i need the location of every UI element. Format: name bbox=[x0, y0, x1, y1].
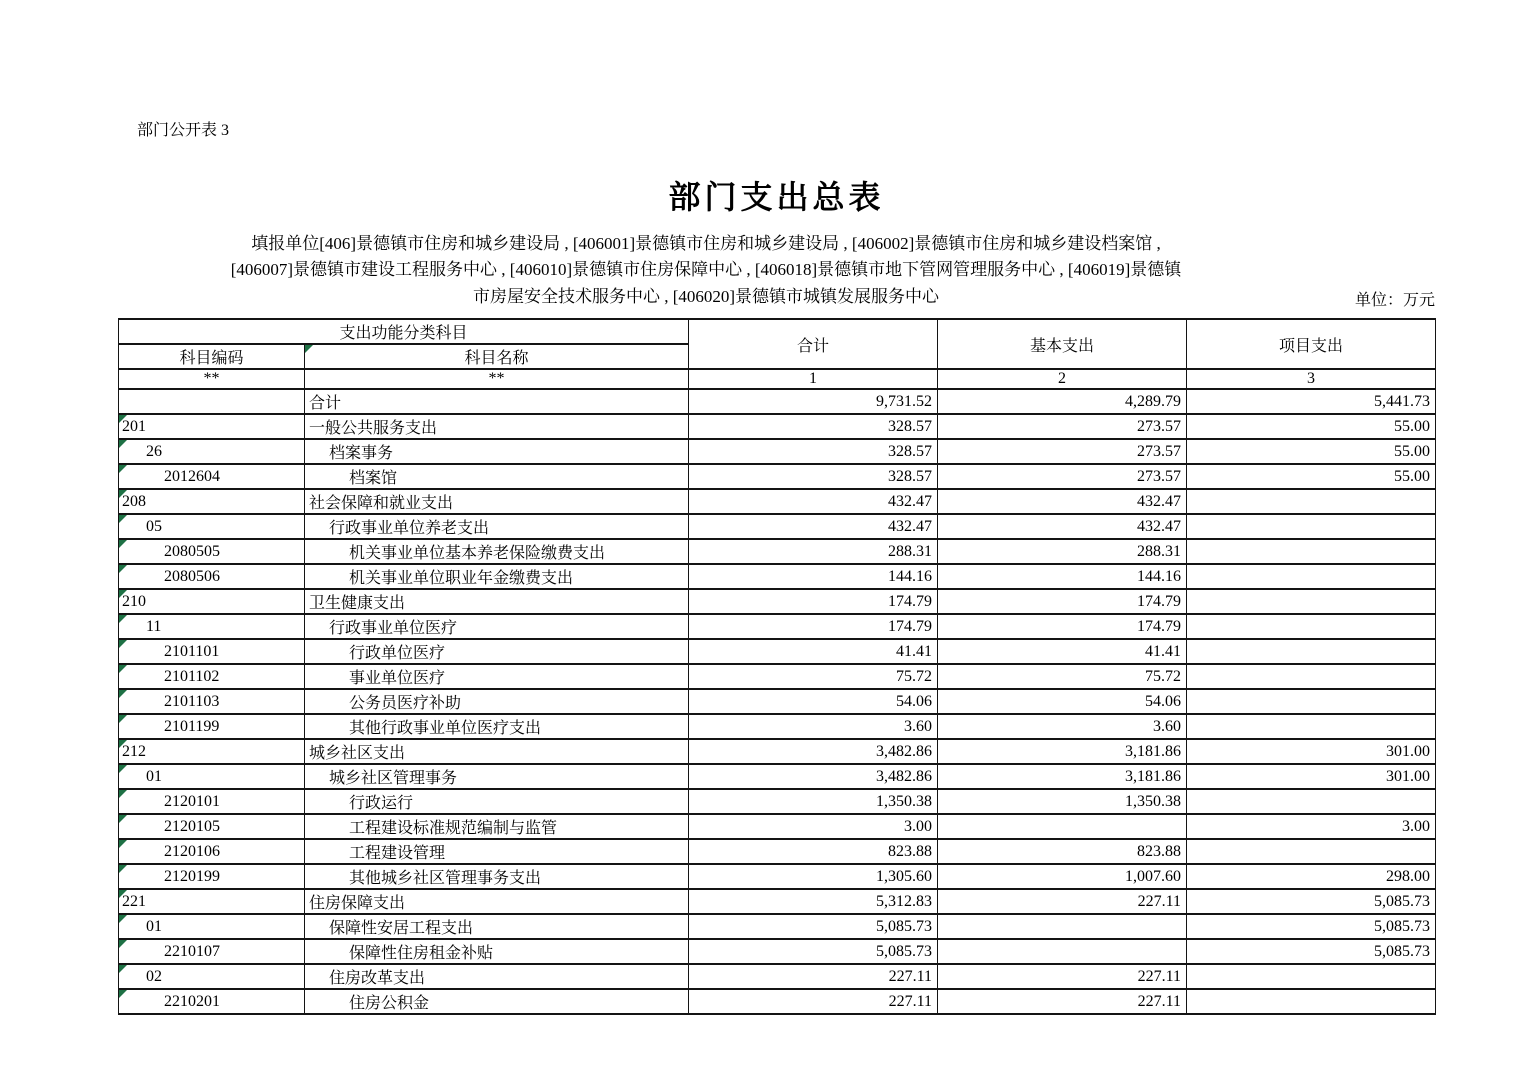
row-name-cell: 城乡社区管理事务 bbox=[305, 764, 689, 789]
row-total-cell: 432.47 bbox=[689, 489, 938, 514]
row-total-cell: 328.57 bbox=[689, 464, 938, 489]
row-project-cell: 301.00 bbox=[1187, 764, 1436, 789]
row-project-cell bbox=[1187, 614, 1436, 639]
error-flag-triangle bbox=[119, 865, 127, 873]
row-code-cell: 2101101 bbox=[119, 639, 305, 664]
row-code-cell: 2080505 bbox=[119, 539, 305, 564]
table-row bbox=[119, 764, 1436, 789]
row-name-cell: 行政事业单位养老支出 bbox=[305, 514, 689, 539]
row-project-cell bbox=[1187, 639, 1436, 664]
row-name-cell: 住房保障支出 bbox=[305, 889, 689, 914]
row-name-cell: 城乡社区支出 bbox=[305, 739, 689, 764]
row-total-cell: 3.60 bbox=[689, 714, 938, 739]
table-row bbox=[119, 839, 1436, 864]
row-basic-cell bbox=[938, 914, 1187, 939]
error-flag-triangle bbox=[119, 690, 127, 698]
row-project-cell: 298.00 bbox=[1187, 864, 1436, 889]
row-name-cell: 合计 bbox=[305, 389, 689, 414]
table-row bbox=[119, 639, 1436, 664]
row-project-cell: 55.00 bbox=[1187, 439, 1436, 464]
error-flag-triangle bbox=[119, 615, 127, 623]
row-name-cell: 档案馆 bbox=[305, 464, 689, 489]
row-basic-cell: 144.16 bbox=[938, 564, 1187, 589]
row-basic-cell bbox=[938, 814, 1187, 839]
table-row bbox=[119, 614, 1436, 639]
row-total-cell: 41.41 bbox=[689, 639, 938, 664]
row-total-cell: 9,731.52 bbox=[689, 389, 938, 414]
error-flag-triangle bbox=[119, 940, 127, 948]
header-code: 科目编码 bbox=[119, 344, 305, 369]
row-total-cell: 1,305.60 bbox=[689, 864, 938, 889]
error-flag-triangle bbox=[119, 890, 127, 898]
row-name-cell: 行政运行 bbox=[305, 789, 689, 814]
row-code-cell: 210 bbox=[119, 589, 305, 614]
reporting-units-line-2: [406007]景德镇市建设工程服务中心 , [406010]景德镇市住房保障中心 , [406018]景德镇市地下管网管理服务中心 , [406019]景德镇 bbox=[230, 260, 1182, 280]
row-total-cell: 174.79 bbox=[689, 589, 938, 614]
table-row bbox=[119, 914, 1436, 939]
table-row bbox=[119, 714, 1436, 739]
error-flag-triangle bbox=[119, 915, 127, 923]
row-project-cell: 55.00 bbox=[1187, 414, 1436, 439]
table-row bbox=[119, 464, 1436, 489]
row-total-cell: 5,085.73 bbox=[689, 914, 938, 939]
row-basic-cell: 288.31 bbox=[938, 539, 1187, 564]
error-flag-triangle bbox=[119, 990, 127, 998]
row-project-cell: 55.00 bbox=[1187, 464, 1436, 489]
table-row bbox=[119, 564, 1436, 589]
row-basic-cell: 823.88 bbox=[938, 839, 1187, 864]
row-code-cell: 2210107 bbox=[119, 939, 305, 964]
row-basic-cell: 3,181.86 bbox=[938, 739, 1187, 764]
row-total-cell: 174.79 bbox=[689, 614, 938, 639]
row-name-cell: 卫生健康支出 bbox=[305, 589, 689, 614]
row-total-cell: 328.57 bbox=[689, 439, 938, 464]
row-code-cell: 2120106 bbox=[119, 839, 305, 864]
row-basic-cell bbox=[938, 939, 1187, 964]
row-code-cell: 26 bbox=[119, 439, 305, 464]
table-row bbox=[119, 789, 1436, 814]
table-header bbox=[119, 319, 1436, 389]
row-code-cell: 2120199 bbox=[119, 864, 305, 889]
row-name-cell: 住房公积金 bbox=[305, 989, 689, 1014]
row-total-cell: 227.11 bbox=[689, 964, 938, 989]
row-code-cell: 05 bbox=[119, 514, 305, 539]
table-row bbox=[119, 414, 1436, 439]
row-project-cell bbox=[1187, 564, 1436, 589]
row-basic-cell: 75.72 bbox=[938, 664, 1187, 689]
error-flag-triangle bbox=[119, 790, 127, 798]
error-flag-triangle bbox=[119, 440, 127, 448]
table-row bbox=[119, 889, 1436, 914]
row-basic-cell: 227.11 bbox=[938, 964, 1187, 989]
row-code-cell: 11 bbox=[119, 614, 305, 639]
row-total-cell: 1,350.38 bbox=[689, 789, 938, 814]
row-name-cell: 保障性住房租金补贴 bbox=[305, 939, 689, 964]
row-basic-cell: 1,350.38 bbox=[938, 789, 1187, 814]
row-code-cell: 2101103 bbox=[119, 689, 305, 714]
row-code-cell: 2120105 bbox=[119, 814, 305, 839]
row-name-cell: 行政事业单位医疗 bbox=[305, 614, 689, 639]
error-flag-triangle bbox=[119, 540, 127, 548]
unit-label: 单位：万元 bbox=[1354, 292, 1435, 309]
doc-label: 部门公开表 3 bbox=[137, 122, 230, 139]
table-row bbox=[119, 864, 1436, 889]
row-project-cell: 3.00 bbox=[1187, 814, 1436, 839]
row-code-cell: 212 bbox=[119, 739, 305, 764]
error-flag-triangle bbox=[119, 465, 127, 473]
row-project-cell: 5,085.73 bbox=[1187, 914, 1436, 939]
row-total-cell: 3,482.86 bbox=[689, 764, 938, 789]
table-row bbox=[119, 589, 1436, 614]
table-row bbox=[119, 939, 1436, 964]
error-flag-triangle bbox=[119, 565, 127, 573]
row-project-cell bbox=[1187, 589, 1436, 614]
row-total-cell: 288.31 bbox=[689, 539, 938, 564]
row-project-cell bbox=[1187, 689, 1436, 714]
row-basic-cell: 273.57 bbox=[938, 414, 1187, 439]
table-row bbox=[119, 439, 1436, 464]
table-row bbox=[119, 514, 1436, 539]
row-code-cell: 2210201 bbox=[119, 989, 305, 1014]
row-total-cell: 227.11 bbox=[689, 989, 938, 1014]
header-project: 项目支出 bbox=[1187, 319, 1436, 369]
reporting-units-line-1: 填报单位[406]景德镇市住房和城乡建设局 , [406001]景德镇市住房和城乡建设局 , [406002]景德镇市住房和城乡建设档案馆 , bbox=[251, 234, 1161, 253]
row-project-cell bbox=[1187, 714, 1436, 739]
header-code-mask: ** bbox=[119, 369, 305, 389]
row-name-cell: 行政单位医疗 bbox=[305, 639, 689, 664]
row-total-cell: 54.06 bbox=[689, 689, 938, 714]
row-code-cell: 2120101 bbox=[119, 789, 305, 814]
row-name-cell: 事业单位医疗 bbox=[305, 664, 689, 689]
row-basic-cell: 227.11 bbox=[938, 989, 1187, 1014]
row-total-cell: 3,482.86 bbox=[689, 739, 938, 764]
error-flag-triangle bbox=[119, 665, 127, 673]
row-code-cell bbox=[119, 389, 305, 414]
error-flag-triangle bbox=[119, 765, 127, 773]
table-row bbox=[119, 964, 1436, 989]
row-name-cell: 机关事业单位职业年金缴费支出 bbox=[305, 564, 689, 589]
header-name-mask: ** bbox=[305, 369, 689, 389]
table-row bbox=[119, 989, 1436, 1014]
header-row-index bbox=[119, 369, 1436, 389]
row-total-cell: 75.72 bbox=[689, 664, 938, 689]
header-basic: 基本支出 bbox=[938, 319, 1187, 369]
error-flag-triangle bbox=[119, 815, 127, 823]
row-name-cell: 一般公共服务支出 bbox=[305, 414, 689, 439]
header-name-label: 科目名称 bbox=[464, 350, 529, 367]
row-total-cell: 5,312.83 bbox=[689, 889, 938, 914]
row-project-cell bbox=[1187, 789, 1436, 814]
row-code-cell: 01 bbox=[119, 914, 305, 939]
row-basic-cell: 227.11 bbox=[938, 889, 1187, 914]
table-row bbox=[119, 689, 1436, 714]
row-code-cell: 221 bbox=[119, 889, 305, 914]
row-basic-cell: 41.41 bbox=[938, 639, 1187, 664]
error-flag-triangle bbox=[119, 715, 127, 723]
table-row bbox=[119, 739, 1436, 764]
row-project-cell bbox=[1187, 489, 1436, 514]
row-total-cell: 5,085.73 bbox=[689, 939, 938, 964]
row-name-cell: 工程建设标准规范编制与监管 bbox=[305, 814, 689, 839]
row-code-cell: 2012604 bbox=[119, 464, 305, 489]
header-row-groups bbox=[119, 319, 1436, 344]
row-basic-cell: 273.57 bbox=[938, 439, 1187, 464]
row-name-cell: 公务员医疗补助 bbox=[305, 689, 689, 714]
error-flag-triangle bbox=[119, 840, 127, 848]
row-basic-cell: 273.57 bbox=[938, 464, 1187, 489]
row-basic-cell: 1,007.60 bbox=[938, 864, 1187, 889]
expenditure-table bbox=[118, 318, 1436, 1015]
row-project-cell: 301.00 bbox=[1187, 739, 1436, 764]
row-basic-cell: 174.79 bbox=[938, 589, 1187, 614]
row-total-cell: 432.47 bbox=[689, 514, 938, 539]
header-col-index-1: 1 bbox=[689, 369, 938, 389]
error-flag-triangle bbox=[305, 345, 313, 353]
table-body bbox=[119, 389, 1436, 1014]
row-name-cell: 住房改革支出 bbox=[305, 964, 689, 989]
row-name-cell: 其他城乡社区管理事务支出 bbox=[305, 864, 689, 889]
row-basic-cell: 174.79 bbox=[938, 614, 1187, 639]
row-basic-cell: 432.47 bbox=[938, 514, 1187, 539]
row-project-cell bbox=[1187, 964, 1436, 989]
row-total-cell: 823.88 bbox=[689, 839, 938, 864]
error-flag-triangle bbox=[119, 515, 127, 523]
row-code-cell: 02 bbox=[119, 964, 305, 989]
row-project-cell bbox=[1187, 664, 1436, 689]
error-flag-triangle bbox=[119, 490, 127, 498]
row-project-cell bbox=[1187, 989, 1436, 1014]
error-flag-triangle bbox=[119, 640, 127, 648]
row-code-cell: 2080506 bbox=[119, 564, 305, 589]
row-total-cell: 144.16 bbox=[689, 564, 938, 589]
row-project-cell: 5,085.73 bbox=[1187, 889, 1436, 914]
reporting-units-line-3: 市房屋安全技术服务中心 , [406020]景德镇市城镇发展服务中心 bbox=[472, 286, 940, 306]
row-basic-cell: 4,289.79 bbox=[938, 389, 1187, 414]
error-flag-triangle bbox=[119, 740, 127, 748]
header-total: 合计 bbox=[689, 319, 938, 369]
row-basic-cell: 54.06 bbox=[938, 689, 1187, 714]
header-func-class: 支出功能分类科目 bbox=[119, 319, 689, 344]
row-name-cell: 其他行政事业单位医疗支出 bbox=[305, 714, 689, 739]
error-flag-triangle bbox=[119, 415, 127, 423]
row-total-cell: 3.00 bbox=[689, 814, 938, 839]
row-code-cell: 208 bbox=[119, 489, 305, 514]
row-name-cell: 保障性安居工程支出 bbox=[305, 914, 689, 939]
row-project-cell bbox=[1187, 514, 1436, 539]
row-total-cell: 328.57 bbox=[689, 414, 938, 439]
row-code-cell: 201 bbox=[119, 414, 305, 439]
row-basic-cell: 432.47 bbox=[938, 489, 1187, 514]
page-title: 部门支出总表 bbox=[668, 179, 885, 215]
header-col-index-3: 3 bbox=[1187, 369, 1436, 389]
table-row bbox=[119, 664, 1436, 689]
header-name bbox=[305, 344, 689, 369]
error-flag-triangle bbox=[119, 590, 127, 598]
table-row bbox=[119, 389, 1436, 414]
row-name-cell: 机关事业单位基本养老保险缴费支出 bbox=[305, 539, 689, 564]
row-name-cell: 档案事务 bbox=[305, 439, 689, 464]
row-project-cell bbox=[1187, 839, 1436, 864]
header-col-index-2: 2 bbox=[938, 369, 1187, 389]
row-name-cell: 工程建设管理 bbox=[305, 839, 689, 864]
row-project-cell bbox=[1187, 539, 1436, 564]
table-row bbox=[119, 814, 1436, 839]
error-flag-triangle bbox=[119, 965, 127, 973]
row-code-cell: 01 bbox=[119, 764, 305, 789]
row-project-cell: 5,441.73 bbox=[1187, 389, 1436, 414]
row-project-cell: 5,085.73 bbox=[1187, 939, 1436, 964]
table-row bbox=[119, 489, 1436, 514]
row-code-cell: 2101102 bbox=[119, 664, 305, 689]
row-basic-cell: 3.60 bbox=[938, 714, 1187, 739]
row-basic-cell: 3,181.86 bbox=[938, 764, 1187, 789]
row-code-cell: 2101199 bbox=[119, 714, 305, 739]
table-row bbox=[119, 539, 1436, 564]
row-name-cell: 社会保障和就业支出 bbox=[305, 489, 689, 514]
